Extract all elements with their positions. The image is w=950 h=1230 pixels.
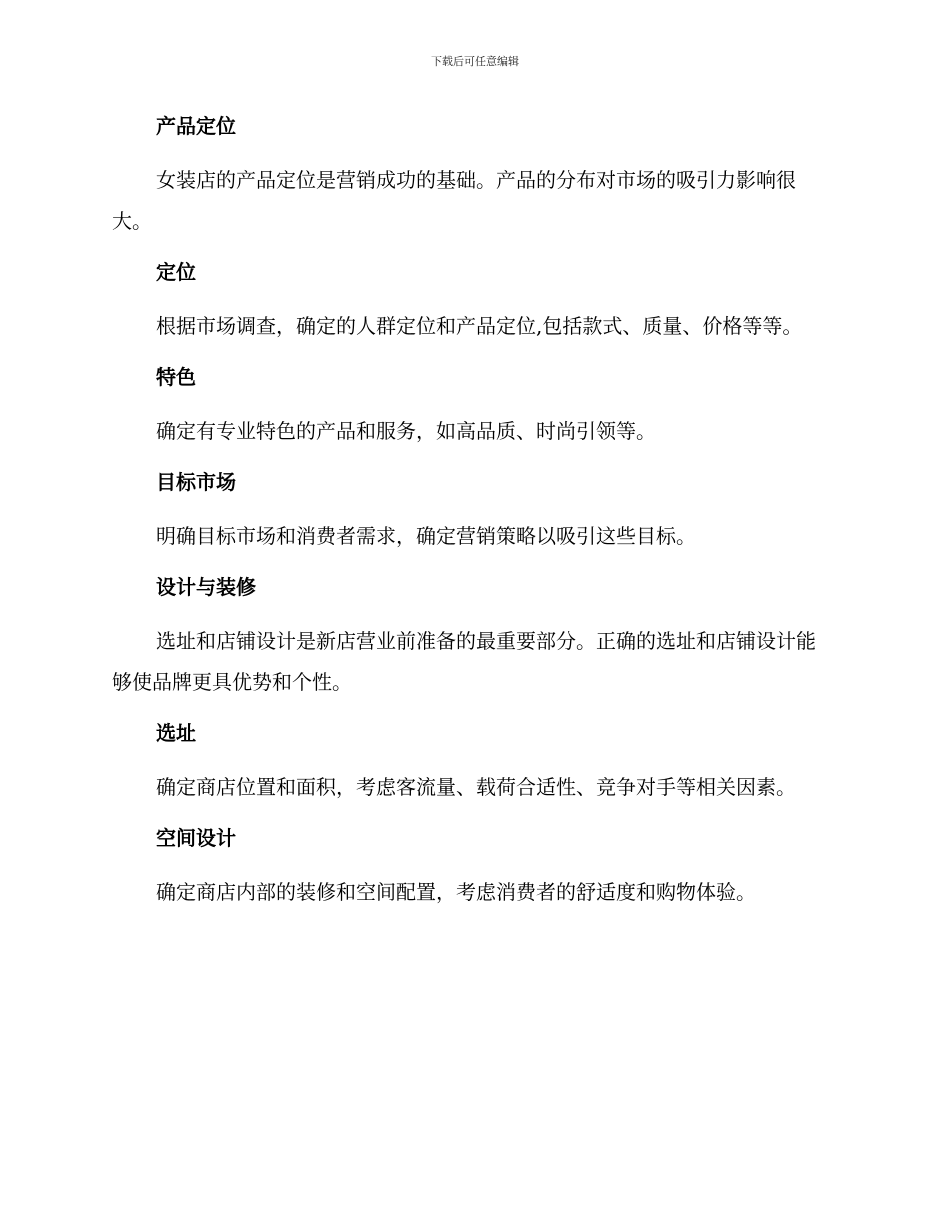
section-paragraph: 女装店的产品定位是营销成功的基础。产品的分布对市场的吸引力影响很大。 <box>112 168 796 233</box>
section-features <box>112 359 834 464</box>
section-space-design <box>112 820 834 925</box>
section-paragraph: 确定有专业特色的产品和服务，如高品质、时尚引领等。 <box>156 419 656 443</box>
section-design-decoration <box>112 569 834 715</box>
section-paragraph: 明确目标市场和消费者需求，确定营销策略以吸引这些目标。 <box>156 524 696 548</box>
section-product-positioning <box>112 108 834 254</box>
section-heading: 空间设计 <box>156 826 236 850</box>
section-paragraph: 选址和店铺设计是新店营业前准备的最重要部分。正确的选址和店铺设计能够使品牌更具优势和个性。 <box>112 629 816 694</box>
page-header: 下载后可任意编辑 <box>431 55 519 68</box>
section-paragraph: 确定商店位置和面积，考虑客流量、载荷合适性、竞争对手等相关因素。 <box>156 775 796 799</box>
section-heading: 选址 <box>156 721 196 745</box>
section-heading: 定位 <box>156 260 196 284</box>
section-target-market <box>112 464 834 569</box>
section-heading: 目标市场 <box>156 470 236 494</box>
section-heading: 产品定位 <box>156 114 236 138</box>
section-paragraph: 确定商店内部的装修和空间配置，考虑消费者的舒适度和购物体验。 <box>156 880 756 904</box>
section-paragraph: 根据市场调查，确定的人群定位和产品定位,包括款式、质量、价格等等。 <box>156 314 803 338</box>
section-heading: 特色 <box>156 365 196 389</box>
section-positioning <box>112 254 834 359</box>
section-heading: 设计与装修 <box>156 575 256 599</box>
section-site-selection <box>112 715 834 820</box>
document-body <box>112 108 834 925</box>
